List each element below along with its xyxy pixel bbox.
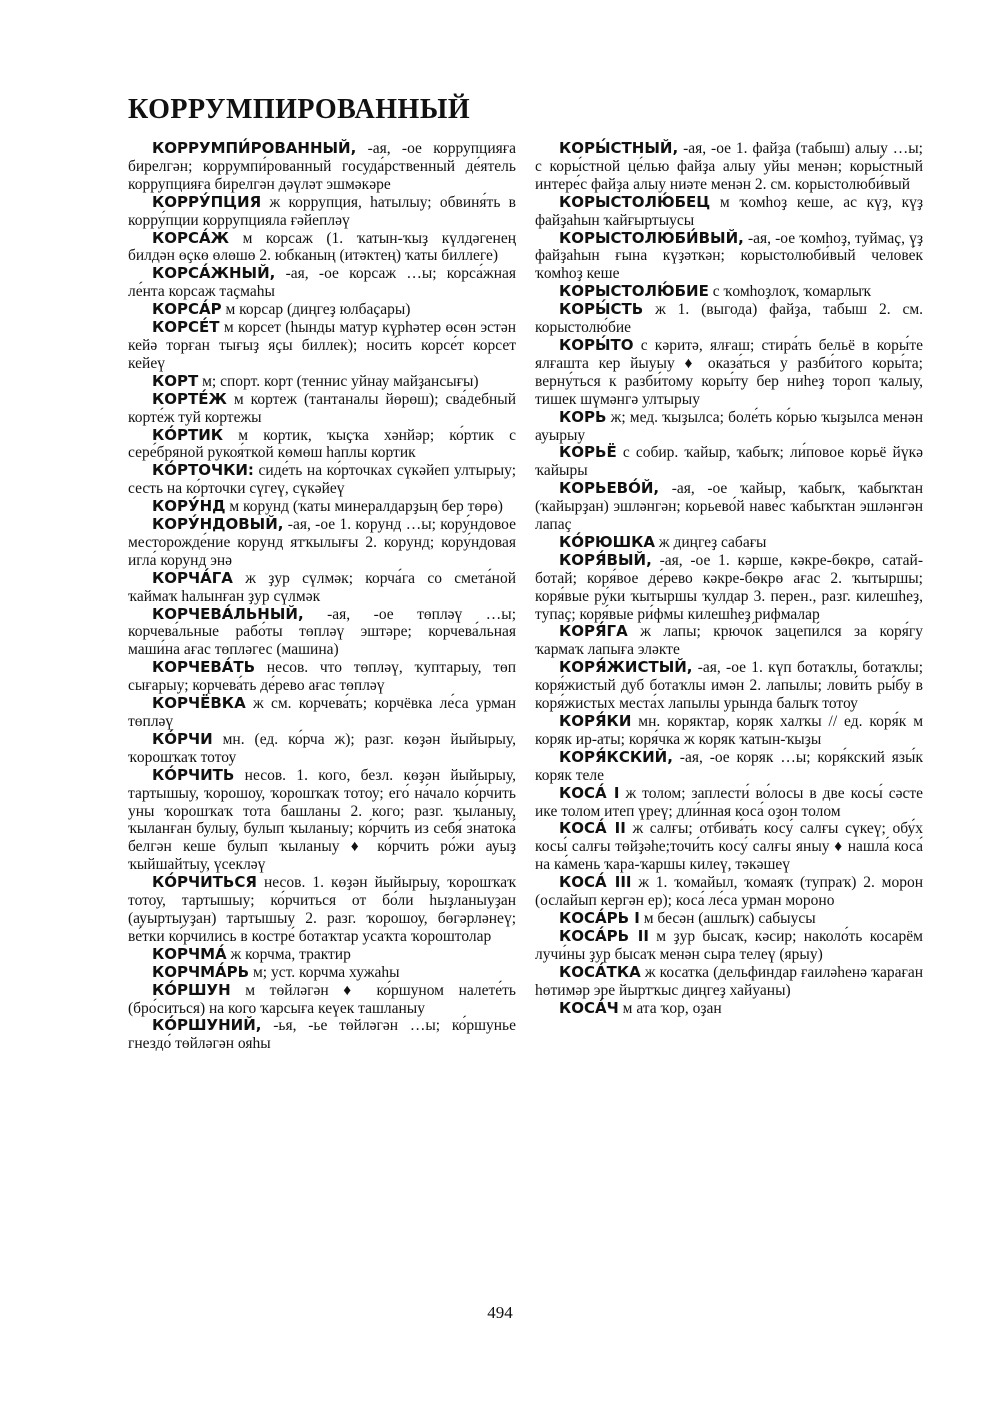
entry-headword: КО́РТИК bbox=[152, 425, 224, 444]
dictionary-entry bbox=[128, 427, 516, 463]
entry-headword: КОСА́РЬ II bbox=[559, 926, 649, 945]
entry-headword: КО́РЧИТЬСЯ bbox=[152, 873, 257, 892]
entry-headword: КОРЫ́ТО bbox=[559, 335, 634, 354]
entry-text: -ая, -ое корсаж …ы; корса́жная ле́нта корсаж таҫмаһы bbox=[128, 265, 516, 301]
dictionary-entry bbox=[128, 659, 516, 695]
entry-text: -ая, -ое 1. кәрше, кәкре-бөкрө, сатай-ботай; коря́вое де́рево кәкре-бөкрө ағас 2. ҡытыршы; коря́вые ру́ки ҡытыршы ҡулдар 3. перен., разг. килешһеҙ, тупаҫ; коря́вые ри́фмы килешһеҙ рифмалар bbox=[535, 551, 923, 623]
dictionary-entry bbox=[128, 731, 516, 767]
entry-text: м корсар (диңгеҙ юлбаҫары) bbox=[225, 301, 411, 319]
entry-headword: КОРСЕ́Т bbox=[152, 318, 220, 337]
entry-headword: КОРЯ́КИ bbox=[559, 712, 632, 730]
dictionary-entry bbox=[535, 820, 923, 874]
entry-text: с ҡомһоҙлоҡ, ҡомарлыҡ bbox=[712, 283, 871, 301]
entry-text: ж корчма, трактир bbox=[230, 945, 351, 963]
entry-text: мн. коряктар, коряк халҡы // ед. коря́к м коряк ир-аты; коря́чка ж коряк ҡатын-ҡыҙы bbox=[535, 713, 924, 748]
dictionary-entry bbox=[128, 570, 516, 606]
entry-headword: КО́РШУН bbox=[152, 980, 231, 999]
dictionary-entry bbox=[128, 1017, 516, 1053]
dictionary-entry bbox=[128, 946, 516, 964]
entry-text: несов. 1. көҙән йыйырыу, ҡорошҡаҡ тотоу, тартышыу; ко́рчиться от бо́ли һыҙланыуҙан (ауыртыуҙан) тартышыу 2. разг. ҡорошоу, бөгәрләнеү; ве́тки ко́рчились в костре́ ботаҡтар усаҡта ҡороштолар bbox=[128, 874, 517, 945]
entry-headword: КОРЫ́СТНЫЙ, bbox=[559, 139, 679, 157]
dictionary-entry bbox=[128, 874, 516, 946]
entry-headword: КО́РЮШКА bbox=[559, 532, 656, 551]
entry-headword: КОСА́ II bbox=[559, 819, 626, 838]
entry-text: -ья, -ье төйләгән …ы; ко́ршунье гнездо́ төйләгән ояһы bbox=[128, 1017, 516, 1053]
entry-text: -ая, -ое 1. файҙа (табыш) алыу …ы; с коры́стной це́лью файҙа алыу уйы менән; коры́стный интере́с файҙа алыу ниәте менән 2. см. корыстолюби́вый bbox=[535, 140, 923, 193]
entry-text: м ҙур бысаҡ, кәсир; наколо́ть косарём лучи́ны ҙур бысаҡ менән сыра телеү (ярыу) bbox=[535, 927, 923, 963]
entry-headword: КОРЫСТОЛЮ́БИЕ bbox=[559, 282, 709, 301]
entry-headword: КОРЧМА́РЬ bbox=[152, 962, 250, 981]
dictionary-entry bbox=[128, 265, 516, 301]
entry-headword: КОРЧЕВА́ЛЬНЫЙ, bbox=[152, 604, 304, 623]
entry-text: -ая, -ое 1. күп ботаҡлы, ботаҡлы; коря́жистый дуб ботаҡлы имән 2. лапылы; лови́ть ры́бу в коря́жистых места́х лапылы урында балыҡ тотоу bbox=[535, 659, 924, 713]
dictionary-entry bbox=[535, 534, 923, 552]
entry-headword: КО́РЧИ bbox=[152, 729, 213, 748]
dictionary-entry bbox=[128, 194, 516, 230]
entry-text: ж коррупция, һатылыу; обвиня́ть в корру́пции коррупцияла ғәйепләү bbox=[128, 193, 517, 229]
entry-headword: КОРУ́НДОВЫЙ, bbox=[152, 515, 284, 534]
dictionary-entry bbox=[128, 964, 516, 982]
entry-headword: КОРЯ́ЖИСТЫЙ, bbox=[559, 658, 693, 677]
entry-text: ж; мед. ҡыҙылса; боле́ть ко́рью ҡыҙылса менән ауырыу bbox=[535, 408, 924, 444]
entry-text: -ая, -ое төпләү …ы; корчева́льные рабо́ты төпләү эштәре; корчева́льная маши́на ағас төпләгес (машина) bbox=[128, 605, 516, 659]
entry-text: ж 1. (выгода) файҙа, табыш 2. см. корыстолю́бие bbox=[535, 301, 924, 337]
entry-headword: КОРЯ́КСКИЙ, bbox=[559, 747, 673, 766]
dictionary-entry bbox=[128, 695, 516, 731]
entry-text: м корсаж (1. ҡатын-ҡыҙ күлдәгенең билдән өҫкө өлөшө 2. юбканың (итәктең) ҡаты биллеге) bbox=[128, 229, 516, 265]
entry-headword: КОСА́ III bbox=[559, 873, 632, 892]
dictionary-entry bbox=[535, 283, 923, 301]
dictionary-entry bbox=[535, 785, 923, 821]
dictionary-entry bbox=[128, 516, 516, 570]
dictionary-entry bbox=[535, 552, 923, 624]
entry-headword: КОРЧМА́ bbox=[152, 944, 227, 963]
dictionary-entry bbox=[128, 140, 516, 194]
entry-text: ж см. корчева́ть; корчёвка ле́са урман төпләү bbox=[128, 695, 517, 730]
entry-headword: КО́РТОЧКИ: bbox=[152, 461, 254, 480]
dictionary-entry bbox=[535, 964, 923, 1000]
dictionary-entry bbox=[128, 319, 516, 373]
dictionary-entry bbox=[535, 140, 923, 194]
entry-text: ж толом; заплести́ во́лосы в две косы́ сәсте ике толом итеп үреү; дли́нная коса́ оҙон толом bbox=[535, 784, 923, 820]
entry-headword: КОРЬЁ bbox=[559, 443, 617, 462]
dictionary-entry bbox=[535, 1000, 923, 1018]
entry-text: м; спорт. корт (теннис уйнау майҙансығы) bbox=[202, 372, 479, 390]
dictionary-entry bbox=[128, 230, 516, 266]
dictionary-entry bbox=[128, 767, 516, 874]
entry-text: ж салғы; отбива́ть косу́ салғы сүкеү; обу́х косы́ салғы төйҙәһе;точи́ть косу́ салғы яныу ♦ нашла́ коса́ на ка́мень ҡара-ҡаршы килеү, тәкәшеү bbox=[535, 820, 924, 874]
dictionary-entry bbox=[535, 910, 923, 928]
entry-text: -ая, -ое 1. корунд …ы; кору́ндовое месторожде́ние корунд ятҡылығы 2. корунд; кору́ндовая игла́ корунд энә bbox=[128, 516, 517, 569]
entry-text: ж ҙур сүлмәк; корча́га со смета́ной ҡаймаҡ һалынған ҙур сүлмәк bbox=[128, 569, 517, 605]
entry-text: ж лапы; крючо́к зацепи́лся за коря́гу ҡармаҡ лапыға эләкте bbox=[535, 623, 923, 659]
dictionary-entry bbox=[535, 409, 923, 445]
entry-headword: КОРСА́Р bbox=[152, 300, 222, 319]
entry-text: м корсет (һынды матур күрһәтер өсөн эстән кейә торған тығыҙ яҫы биллек); носи́ть корсе́т корсет кейеү bbox=[128, 319, 517, 372]
entry-headword: КОРЧЕВА́ТЬ bbox=[152, 658, 256, 677]
entry-headword: КОРЫСТОЛЮБИ́ВЫЙ, bbox=[559, 228, 744, 247]
entry-headword: КОРРУ́ПЦИЯ bbox=[152, 192, 262, 211]
entry-headword: КОРУ́НД bbox=[152, 497, 226, 516]
entry-text: несов. что төпләү, ҡуптарыу, төп сығарыу; корчева́ть де́рево ағас төпләү bbox=[128, 659, 516, 695]
entry-headword: КОРЫ́СТЬ bbox=[559, 300, 644, 319]
dictionary-entry bbox=[535, 337, 923, 409]
entry-text: м төйләгән ♦ ко́ршуном налете́ть (бро́ситься) на кого ҡарсығa кеүек ташланыу bbox=[128, 981, 517, 1017]
entry-text: мн. (ед. ко́рча ж); разг. көҙән йыйырыу, ҡорошҡаҡ тотоу bbox=[128, 730, 516, 766]
dictionary-entry bbox=[128, 606, 516, 660]
entry-text: м кортик, ҡыҫҡа хәнйәр; ко́ртик с сере́бряной рукоя́ткой көмөш һаплы кортик bbox=[128, 426, 516, 462]
dictionary-entry bbox=[535, 301, 923, 337]
dictionary-entry bbox=[535, 874, 923, 910]
entry-text: сиде́ть на ко́рточках сүкәйеп ултырыу; сесть на ко́рточки сүгеү, сүкәйеү bbox=[128, 462, 517, 498]
dictionary-entry bbox=[535, 659, 923, 713]
entry-headword: КОРЧА́ГА bbox=[152, 568, 233, 587]
entry-headword: КОРЧЁВКА bbox=[152, 694, 246, 713]
entry-headword: КОРЫСТОЛЮ́БЕЦ bbox=[559, 192, 711, 211]
dictionary-entry bbox=[535, 713, 923, 749]
dictionary-entry bbox=[128, 982, 516, 1018]
dictionary-entry bbox=[535, 194, 923, 230]
entry-headword: КОРСА́ЖНЫЙ, bbox=[152, 264, 276, 283]
entry-headword: КОРТЕ́Ж bbox=[152, 389, 227, 408]
dictionary-entry bbox=[535, 623, 923, 659]
entry-text: с кәритә, ялғаш; стира́ть бельё в коры́те ялғашта кер йыуыу ♦ оказа́ться у разби́того коры́та; верну́ться к разби́тому коры́ту бер ниһеҙ тороп ҡалыу, тишек шүмәнгә ултырыу bbox=[535, 336, 923, 408]
entry-text: м ата ҡор, оҙан bbox=[622, 999, 722, 1017]
dictionary-entry bbox=[535, 749, 923, 785]
entry-headword: КОРЯ́ВЫЙ, bbox=[559, 550, 652, 569]
entry-headword: КОРЬЕВО́Й, bbox=[559, 479, 660, 498]
entry-headword: КОРРУМПИ́РОВАННЫЙ, bbox=[152, 139, 357, 157]
dictionary-entry bbox=[128, 391, 516, 427]
entry-text: с собир. ҡайыр, ҡабыҡ; ли́повое корьё йүкә ҡайыры bbox=[535, 444, 923, 480]
entry-headword: КОРТ bbox=[152, 371, 199, 390]
entry-headword: КОСА́Ч bbox=[559, 998, 619, 1017]
entry-text: -ая, -ое коррупцияға бирелгән; коррумпи́рованный госуда́рственный де́ятель коррупцияға бирелгән дәүләт эшмәкәре bbox=[128, 140, 516, 193]
entry-text: ж диңгеҙ сабағы bbox=[658, 533, 767, 551]
entry-text: м кортеж (тантаналы йөрөш); сва́дебный корте́ж туй кортежы bbox=[128, 390, 516, 426]
entry-headword: КОРЬ bbox=[559, 407, 607, 426]
dictionary-entry bbox=[128, 498, 516, 516]
running-head: КОРРУМПИРОВАННЫЙ bbox=[128, 94, 471, 125]
entry-text: м бесән (ашлыҡ) сабыусы bbox=[643, 909, 816, 927]
entry-text: ж 1. ҡомайыл, ҡомаяҡ (тупраҡ) 2. морон (ослайып кергән ер); коса́ ле́са урман мороно bbox=[535, 874, 923, 910]
entry-headword: КО́РЧИТЬ bbox=[152, 765, 235, 784]
dictionary-entry bbox=[128, 462, 516, 498]
dictionary-entry bbox=[535, 480, 923, 534]
dictionary-entry bbox=[535, 230, 923, 284]
entry-text: м; уст. корчма хужаһы bbox=[252, 963, 400, 981]
dictionary-entry bbox=[128, 373, 516, 391]
entry-text: м корунд (ҡаты минералдарҙың бер төрө) bbox=[229, 498, 503, 516]
dictionary-entry bbox=[535, 928, 923, 964]
entry-headword: КОСА́РЬ I bbox=[559, 908, 640, 927]
entry-headword: КОСА́ I bbox=[559, 783, 620, 802]
dictionary-entry bbox=[535, 444, 923, 480]
dictionary-entry bbox=[128, 301, 516, 319]
entry-text: несов. 1. кого, безл. көҙән йыйырыу, тартышыу, ҡорошоу, ҡорошҡаҡ тотоу; его́ на́чало ко́рчить уны ҡорошҡаҡ тота башланы 2. кого; разг. ҡыланыу, ҡыланған булыу, булып ҡыланыу; ко́рчить из себя́ знатока́ белгән кеше булып ҡыланыу ♦ ко́рчить ро́жи ауыҙ ҡыйшайтыу, үсекләү bbox=[128, 766, 516, 874]
entry-text: ж косатка (дельфиндар ғаиләһенә ҡараған һөтимәр эре йыртҡыс диңгеҙ хайуаны) bbox=[535, 963, 924, 999]
entry-headword: КО́РШУНИЙ, bbox=[152, 1016, 262, 1035]
entry-headword: КОРЯ́ГА bbox=[559, 622, 628, 641]
entry-headword: КОСА́ТКА bbox=[559, 962, 641, 981]
entry-headword: КОРСА́Ж bbox=[152, 228, 229, 247]
entry-text: -ая, -ое ҡомһоҙ, туймаҫ, үҙ файҙаһын ғына күҙәткән; корыстолюби́вый челове́к ҡомһоҙ кеше bbox=[535, 229, 924, 283]
entry-text: м ҡомһоҙ кеше, ас күҙ, күҙ файҙаһын ҡайғыртыусы bbox=[535, 193, 923, 229]
entry-text: -ая, -ое ҡайыр, ҡабыҡ, ҡабыҡтан (ҡайырҙан) эшләнгән; корьево́й наве́с ҡабыҡтан эшләнгән лапаҫ bbox=[535, 480, 924, 534]
page-number: 494 bbox=[487, 1303, 513, 1322]
right-column bbox=[535, 140, 923, 1017]
left-column bbox=[128, 140, 516, 1053]
entry-text: -ая, -ое коряк …ы; коря́кский язы́к коряк теле bbox=[535, 748, 923, 784]
